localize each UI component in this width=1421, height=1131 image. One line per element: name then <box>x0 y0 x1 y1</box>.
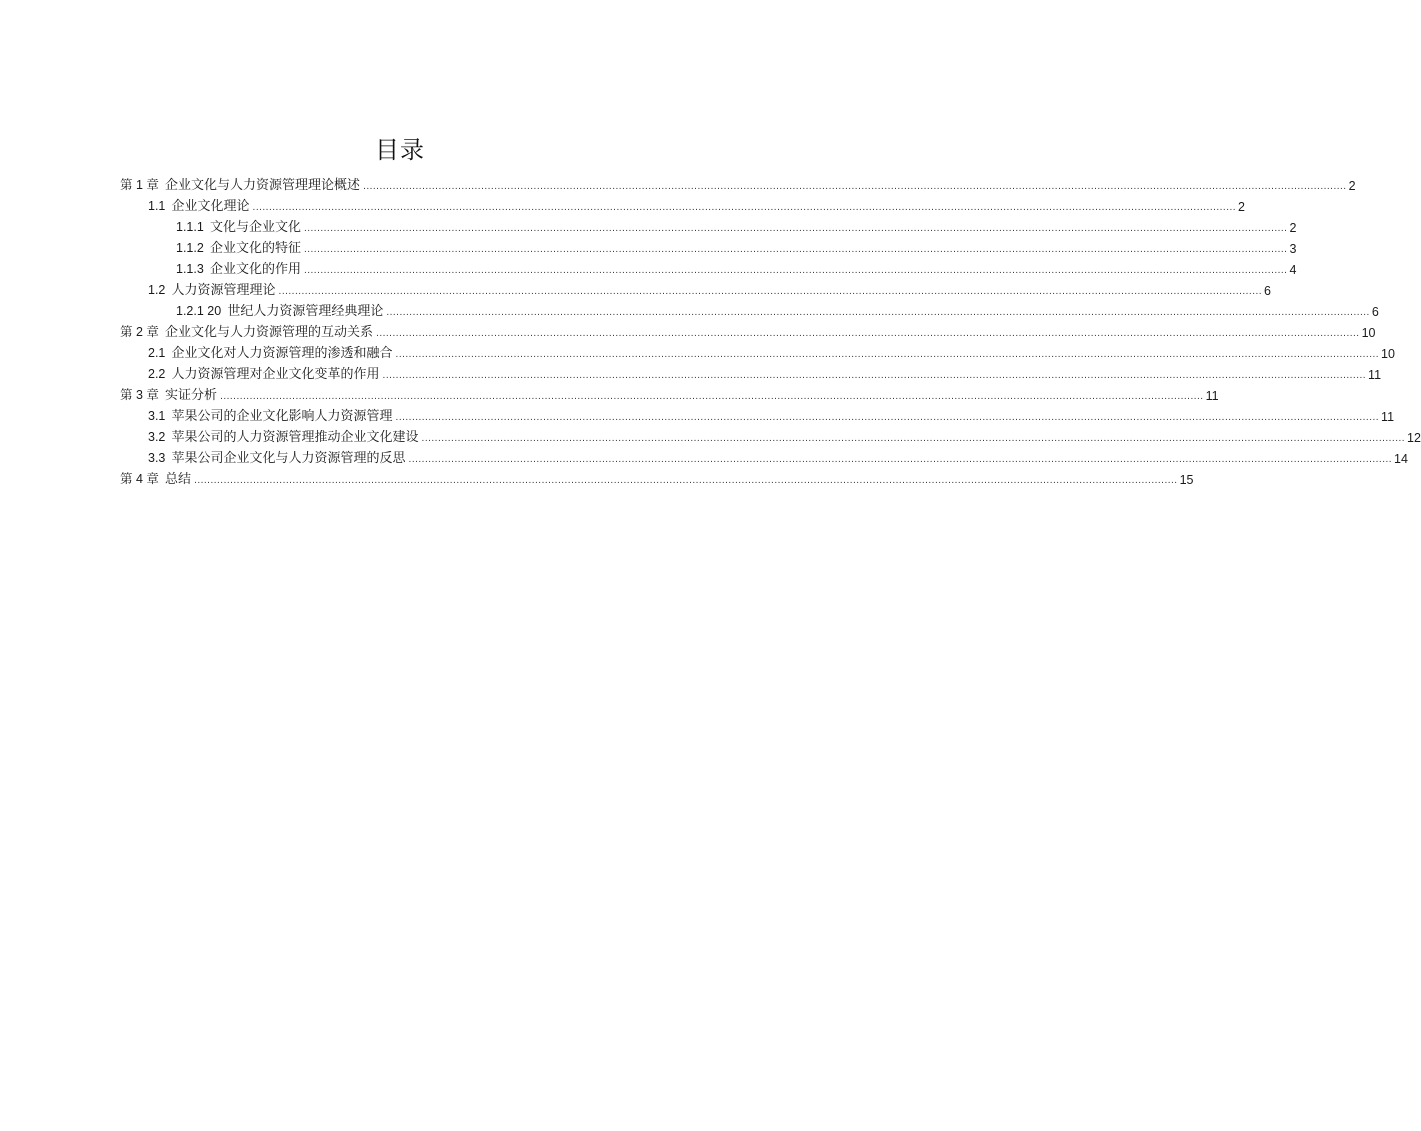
toc-entry-text <box>176 303 383 320</box>
toc-entry-label: 实证分析 <box>165 388 218 403</box>
toc-entry-page: 2 <box>1238 200 1245 214</box>
toc-entry-ch2[interactable] <box>120 320 1376 341</box>
toc-entry-text <box>148 198 250 215</box>
toc-entry-text <box>148 366 380 383</box>
toc-entry-label: 企业文化的特征 <box>209 241 301 256</box>
toc-entry-page: 11 <box>1381 410 1395 424</box>
toc-entry-page: 12 <box>1407 431 1421 445</box>
toc-entry-text <box>176 240 301 257</box>
toc-entry-number: 1.1.2 <box>176 241 204 255</box>
toc-entry-page: 3 <box>1289 242 1297 256</box>
toc-leader-dots: ............................................................................................................................................................................................................................................................................................................ <box>220 391 1204 402</box>
toc-leader-dots: ............................................................................................................................................................................................................................................................................................................ <box>395 349 1380 360</box>
toc-entry-1-1[interactable] <box>120 194 1245 215</box>
toc-entry-3-1[interactable] <box>120 404 1395 425</box>
toc-leader-dots: ............................................................................................................................................................................................................................................................................................................ <box>303 265 1288 276</box>
toc-entry-1-1-2[interactable] <box>120 236 1297 257</box>
toc-entry-number: 1.1 <box>148 199 166 213</box>
table-of-contents <box>120 173 1421 488</box>
toc-leader-dots: ............................................................................................................................................................................................................................................................................................................ <box>278 286 1263 297</box>
toc-entry-text <box>148 282 276 299</box>
toc-leader-dots: ............................................................................................................................................................................................................................................................................................................ <box>382 370 1367 381</box>
toc-entry-page: 4 <box>1289 263 1297 277</box>
toc-entry-3-2[interactable] <box>120 425 1421 446</box>
toc-entry-page: 10 <box>1381 347 1395 361</box>
toc-entry-label: 总结 <box>165 472 192 487</box>
toc-leader-dots: ............................................................................................................................................................................................................................................................................................................ <box>376 328 1360 339</box>
toc-leader-dots: ............................................................................................................................................................................................................................................................................................................ <box>303 244 1288 255</box>
toc-entry-label: 企业文化与人力资源管理理论概述 <box>165 178 361 193</box>
toc-leader-dots: ............................................................................................................................................................................................................................................................................................................ <box>395 412 1380 423</box>
toc-entry-page: 14 <box>1394 452 1408 466</box>
toc-entry-number: 3.1 <box>148 409 166 423</box>
toc-entry-text <box>148 408 393 425</box>
toc-entry-label: 文化与企业文化 <box>209 220 301 235</box>
toc-entry-text <box>148 450 406 467</box>
toc-entry-text <box>120 471 191 488</box>
toc-entry-label: 苹果公司企业文化与人力资源管理的反思 <box>171 451 406 466</box>
toc-leader-dots: ............................................................................................................................................................................................................................................................................................................ <box>421 433 1406 444</box>
toc-title: 目录 <box>375 136 425 164</box>
toc-entry-2-1[interactable] <box>120 341 1395 362</box>
toc-entry-text <box>148 345 393 362</box>
toc-entry-number: 2.2 <box>148 367 166 381</box>
toc-leader-dots: ............................................................................................................................................................................................................................................................................................................ <box>252 202 1237 213</box>
toc-entry-ch4[interactable] <box>120 467 1194 488</box>
toc-entry-ch3[interactable] <box>120 383 1219 404</box>
toc-entry-page: 2 <box>1289 221 1297 235</box>
toc-leader-dots: ............................................................................................................................................................................................................................................................................................................ <box>386 307 1370 318</box>
toc-entry-1-2-1[interactable] <box>120 299 1379 320</box>
toc-leader-dots: ............................................................................................................................................................................................................................................................................................................ <box>408 454 1393 465</box>
toc-entry-text <box>148 429 419 446</box>
toc-entry-page: 2 <box>1348 179 1356 193</box>
toc-entry-label: 企业文化理论 <box>171 199 250 214</box>
toc-entry-1-1-3[interactable] <box>120 257 1297 278</box>
toc-entry-2-2[interactable] <box>120 362 1382 383</box>
toc-entry-text <box>176 261 301 278</box>
toc-entry-text <box>120 324 373 341</box>
toc-entry-text <box>120 387 217 404</box>
toc-leader-dots: ............................................................................................................................................................................................................................................................................................................ <box>194 475 1178 486</box>
toc-leader-dots: ............................................................................................................................................................................................................................................................................................................ <box>363 181 1347 192</box>
toc-entry-page: 11 <box>1205 389 1219 403</box>
toc-entry-1-1-1[interactable] <box>120 215 1297 236</box>
toc-entry-label: 世纪人力资源管理经典理论 <box>227 304 384 319</box>
toc-entry-page: 10 <box>1361 326 1376 340</box>
toc-entry-text <box>176 219 301 236</box>
toc-entry-number: 第 1 章 <box>120 178 159 192</box>
toc-entry-label: 人力资源管理理论 <box>171 283 276 298</box>
toc-entry-label: 人力资源管理对企业文化变革的作用 <box>171 367 380 382</box>
toc-entry-number: 1.2.1 20 <box>176 304 222 318</box>
toc-entry-number: 1.1.3 <box>176 262 204 276</box>
toc-entry-1-2[interactable] <box>120 278 1271 299</box>
toc-entry-page: 6 <box>1264 284 1271 298</box>
toc-entry-ch1[interactable] <box>120 173 1356 194</box>
toc-entry-number: 第 3 章 <box>120 388 159 402</box>
toc-entry-number: 3.3 <box>148 451 166 465</box>
toc-entry-3-3[interactable] <box>120 446 1408 467</box>
toc-entry-number: 1.1.1 <box>176 220 204 234</box>
toc-leader-dots: ............................................................................................................................................................................................................................................................................................................ <box>303 223 1288 234</box>
toc-entry-label: 企业文化对人力资源管理的渗透和融合 <box>171 346 393 361</box>
toc-entry-label: 企业文化与人力资源管理的互动关系 <box>165 325 374 340</box>
toc-entry-text <box>120 177 360 194</box>
toc-entry-number: 3.2 <box>148 430 166 444</box>
toc-entry-page: 15 <box>1179 473 1194 487</box>
toc-entry-label: 企业文化的作用 <box>209 262 301 277</box>
toc-entry-number: 第 2 章 <box>120 325 159 339</box>
toc-entry-label: 苹果公司的人力资源管理推动企业文化建设 <box>171 430 419 445</box>
toc-entry-page: 11 <box>1368 368 1382 382</box>
toc-entry-number: 2.1 <box>148 346 166 360</box>
toc-entry-label: 苹果公司的企业文化影响人力资源管理 <box>171 409 393 424</box>
toc-entry-page: 6 <box>1371 305 1379 319</box>
toc-entry-number: 1.2 <box>148 283 166 297</box>
toc-entry-number: 第 4 章 <box>120 472 159 486</box>
